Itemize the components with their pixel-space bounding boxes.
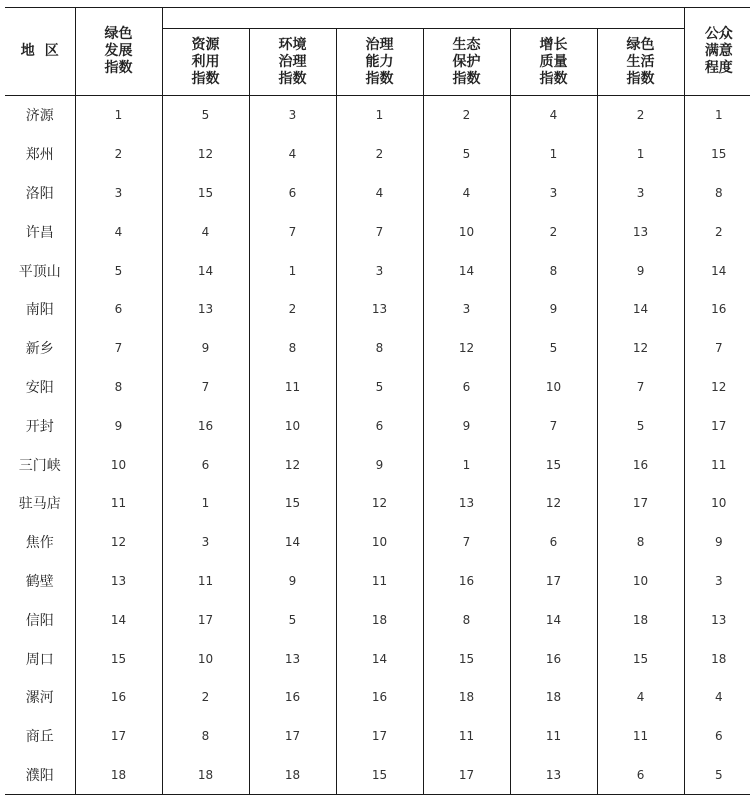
cell-region: 平顶山 bbox=[5, 251, 75, 290]
cell-growth-quality: 14 bbox=[510, 600, 597, 639]
cell-resource-utilization: 9 bbox=[162, 329, 249, 368]
cell-green-living: 14 bbox=[632, 302, 649, 317]
cell-green-living: 12 bbox=[632, 341, 649, 356]
cell-region: 商丘 bbox=[5, 717, 75, 756]
cell-region: 漯河 bbox=[5, 678, 75, 717]
cell-green-living: 18 bbox=[632, 612, 649, 627]
table-row bbox=[5, 290, 750, 329]
cell-ecological-protection: 15 bbox=[423, 639, 510, 678]
cell-green-living: 5 bbox=[636, 418, 645, 433]
header-group-spacer bbox=[162, 8, 684, 29]
cell-green-development-index: 17 bbox=[75, 717, 162, 756]
cell-governance-capacity: 17 bbox=[336, 717, 423, 756]
cell-environment-governance: 17 bbox=[249, 717, 336, 756]
cell-green-living: 7 bbox=[636, 379, 645, 394]
table-row bbox=[5, 756, 750, 795]
cell-public-satisfaction: 7 bbox=[684, 329, 750, 368]
cell-environment-governance: 6 bbox=[249, 174, 336, 213]
header-region: 地区 bbox=[5, 8, 75, 96]
cell-growth-quality: 12 bbox=[510, 484, 597, 523]
cell-green-development-index: 7 bbox=[75, 329, 162, 368]
cell-resource-utilization: 8 bbox=[162, 717, 249, 756]
cell-green-development-index: 4 bbox=[75, 212, 162, 251]
cell-green-development-index: 11 bbox=[75, 484, 162, 523]
table-row bbox=[5, 562, 750, 601]
cell-green-living: 1 bbox=[636, 147, 645, 162]
cell-green-development-index: 13 bbox=[75, 562, 162, 601]
cell-resource-utilization: 12 bbox=[162, 135, 249, 174]
cell-governance-capacity: 15 bbox=[336, 756, 423, 795]
cell-ecological-protection: 12 bbox=[423, 329, 510, 368]
cell-region: 安阳 bbox=[5, 368, 75, 407]
cell-resource-utilization: 4 bbox=[162, 212, 249, 251]
header-resource-utilization: 资源 利用 指数 bbox=[162, 29, 249, 96]
cell-environment-governance: 18 bbox=[249, 756, 336, 795]
cell-public-satisfaction: 3 bbox=[684, 562, 750, 601]
table-row bbox=[5, 135, 750, 174]
cell-ecological-protection: 6 bbox=[423, 368, 510, 407]
cell-green-development-index: 14 bbox=[75, 600, 162, 639]
cell-growth-quality: 7 bbox=[510, 406, 597, 445]
table-row bbox=[5, 406, 750, 445]
cell-green-development-index: 10 bbox=[75, 445, 162, 484]
cell-governance-capacity: 14 bbox=[336, 639, 423, 678]
cell-ecological-protection: 18 bbox=[423, 678, 510, 717]
cell-green-living: 8 bbox=[636, 535, 645, 550]
table-row bbox=[5, 717, 750, 756]
cell-growth-quality: 10 bbox=[510, 368, 597, 407]
table-row bbox=[5, 96, 750, 135]
cell-public-satisfaction: 15 bbox=[684, 135, 750, 174]
cell-public-satisfaction: 10 bbox=[684, 484, 750, 523]
cell-environment-governance: 4 bbox=[249, 135, 336, 174]
header-governance-capacity: 治理 能力 指数 bbox=[336, 29, 423, 96]
cell-environment-governance: 2 bbox=[249, 290, 336, 329]
cell-green-development-index: 12 bbox=[75, 523, 162, 562]
cell-public-satisfaction: 4 bbox=[684, 678, 750, 717]
table-row bbox=[5, 445, 750, 484]
cell-region: 济源 bbox=[5, 96, 75, 135]
cell-green-living: 10 bbox=[632, 573, 649, 588]
cell-resource-utilization: 11 bbox=[162, 562, 249, 601]
cell-public-satisfaction: 11 bbox=[684, 445, 750, 484]
cell-governance-capacity: 1 bbox=[336, 96, 423, 135]
cell-environment-governance: 7 bbox=[249, 212, 336, 251]
cell-region: 焦作 bbox=[5, 523, 75, 562]
cell-green-living: 16 bbox=[632, 457, 649, 472]
cell-public-satisfaction: 8 bbox=[684, 174, 750, 213]
cell-public-satisfaction: 6 bbox=[684, 717, 750, 756]
cell-ecological-protection: 7 bbox=[423, 523, 510, 562]
cell-green-living: 3 bbox=[636, 185, 645, 200]
cell-ecological-protection: 8 bbox=[423, 600, 510, 639]
cell-region: 新乡 bbox=[5, 329, 75, 368]
cell-ecological-protection: 14 bbox=[423, 251, 510, 290]
cell-green-development-index: 6 bbox=[75, 290, 162, 329]
cell-green-living: 2 bbox=[636, 108, 645, 123]
cell-green-living: 4 bbox=[636, 690, 645, 705]
cell-green-living: 13 bbox=[632, 224, 649, 239]
header-environment-governance: 环境 治理 指数 bbox=[249, 29, 336, 96]
table-row bbox=[5, 678, 750, 717]
cell-governance-capacity: 18 bbox=[336, 600, 423, 639]
header-ecological-protection: 生态 保护 指数 bbox=[423, 29, 510, 96]
table-row bbox=[5, 174, 750, 213]
cell-green-living: 17 bbox=[632, 496, 649, 511]
cell-ecological-protection: 16 bbox=[423, 562, 510, 601]
cell-governance-capacity: 10 bbox=[336, 523, 423, 562]
cell-region: 开封 bbox=[5, 406, 75, 445]
cell-environment-governance: 15 bbox=[249, 484, 336, 523]
cell-green-development-index: 15 bbox=[75, 639, 162, 678]
cell-governance-capacity: 4 bbox=[336, 174, 423, 213]
cell-public-satisfaction: 16 bbox=[684, 290, 750, 329]
cell-region: 信阳 bbox=[5, 600, 75, 639]
cell-region: 南阳 bbox=[5, 290, 75, 329]
cell-resource-utilization: 17 bbox=[162, 600, 249, 639]
cell-growth-quality: 8 bbox=[510, 251, 597, 290]
cell-resource-utilization: 18 bbox=[162, 756, 249, 795]
cell-ecological-protection: 11 bbox=[423, 717, 510, 756]
cell-ecological-protection: 3 bbox=[423, 290, 510, 329]
cell-public-satisfaction: 1 bbox=[684, 96, 750, 135]
cell-region: 驻马店 bbox=[5, 484, 75, 523]
cell-ecological-protection: 5 bbox=[423, 135, 510, 174]
cell-ecological-protection: 17 bbox=[423, 756, 510, 795]
cell-governance-capacity: 6 bbox=[336, 406, 423, 445]
ranking-table bbox=[5, 7, 750, 795]
table-row bbox=[5, 212, 750, 251]
cell-governance-capacity: 16 bbox=[336, 678, 423, 717]
cell-environment-governance: 12 bbox=[249, 445, 336, 484]
cell-governance-capacity: 9 bbox=[336, 445, 423, 484]
cell-governance-capacity: 3 bbox=[336, 251, 423, 290]
cell-growth-quality: 15 bbox=[510, 445, 597, 484]
table-row bbox=[5, 639, 750, 678]
header-growth-quality: 增长 质量 指数 bbox=[510, 29, 597, 96]
cell-green-living: 11 bbox=[632, 729, 649, 744]
cell-resource-utilization: 5 bbox=[162, 96, 249, 135]
cell-governance-capacity: 11 bbox=[336, 562, 423, 601]
cell-resource-utilization: 16 bbox=[162, 406, 249, 445]
table-row bbox=[5, 329, 750, 368]
cell-environment-governance: 14 bbox=[249, 523, 336, 562]
header-green-living: 绿色 生活 指数 bbox=[597, 29, 684, 96]
cell-ecological-protection: 1 bbox=[423, 445, 510, 484]
cell-environment-governance: 11 bbox=[249, 368, 336, 407]
cell-resource-utilization: 2 bbox=[162, 678, 249, 717]
cell-environment-governance: 3 bbox=[249, 96, 336, 135]
cell-resource-utilization: 13 bbox=[162, 290, 249, 329]
cell-environment-governance: 5 bbox=[249, 600, 336, 639]
table-row bbox=[5, 523, 750, 562]
cell-growth-quality: 1 bbox=[510, 135, 597, 174]
table-row bbox=[5, 251, 750, 290]
cell-environment-governance: 8 bbox=[249, 329, 336, 368]
cell-governance-capacity: 5 bbox=[336, 368, 423, 407]
cell-resource-utilization: 15 bbox=[162, 174, 249, 213]
cell-growth-quality: 16 bbox=[510, 639, 597, 678]
cell-resource-utilization: 10 bbox=[162, 639, 249, 678]
cell-green-development-index: 2 bbox=[75, 135, 162, 174]
cell-governance-capacity: 12 bbox=[336, 484, 423, 523]
cell-green-living: 15 bbox=[632, 651, 649, 666]
cell-resource-utilization: 3 bbox=[162, 523, 249, 562]
cell-ecological-protection: 2 bbox=[423, 96, 510, 135]
cell-resource-utilization: 7 bbox=[162, 368, 249, 407]
cell-green-development-index: 18 bbox=[75, 756, 162, 795]
cell-resource-utilization: 6 bbox=[162, 445, 249, 484]
cell-public-satisfaction: 13 bbox=[684, 600, 750, 639]
cell-region: 郑州 bbox=[5, 135, 75, 174]
cell-ecological-protection: 13 bbox=[423, 484, 510, 523]
cell-governance-capacity: 13 bbox=[336, 290, 423, 329]
cell-environment-governance: 10 bbox=[249, 406, 336, 445]
cell-growth-quality: 17 bbox=[510, 562, 597, 601]
cell-region: 濮阳 bbox=[5, 756, 75, 795]
table-row bbox=[5, 600, 750, 639]
cell-growth-quality: 2 bbox=[510, 212, 597, 251]
cell-ecological-protection: 10 bbox=[423, 212, 510, 251]
cell-public-satisfaction: 18 bbox=[684, 639, 750, 678]
header-public-satisfaction: 公众 满意 程度 bbox=[684, 8, 750, 96]
cell-growth-quality: 18 bbox=[510, 678, 597, 717]
cell-public-satisfaction: 14 bbox=[684, 251, 750, 290]
cell-green-development-index: 1 bbox=[75, 96, 162, 135]
cell-resource-utilization: 1 bbox=[162, 484, 249, 523]
cell-green-living: 6 bbox=[636, 767, 645, 782]
cell-environment-governance: 16 bbox=[249, 678, 336, 717]
cell-growth-quality: 11 bbox=[510, 717, 597, 756]
cell-environment-governance: 9 bbox=[249, 562, 336, 601]
cell-environment-governance: 13 bbox=[249, 639, 336, 678]
cell-growth-quality: 4 bbox=[510, 96, 597, 135]
cell-public-satisfaction: 17 bbox=[684, 406, 750, 445]
cell-environment-governance: 1 bbox=[249, 251, 336, 290]
cell-resource-utilization: 14 bbox=[162, 251, 249, 290]
cell-growth-quality: 6 bbox=[510, 523, 597, 562]
table-row bbox=[5, 368, 750, 407]
cell-ecological-protection: 9 bbox=[423, 406, 510, 445]
cell-governance-capacity: 7 bbox=[336, 212, 423, 251]
cell-green-development-index: 9 bbox=[75, 406, 162, 445]
cell-region: 鹤壁 bbox=[5, 562, 75, 601]
cell-public-satisfaction: 9 bbox=[684, 523, 750, 562]
cell-region: 洛阳 bbox=[5, 174, 75, 213]
cell-green-development-index: 3 bbox=[75, 174, 162, 213]
cell-growth-quality: 9 bbox=[510, 290, 597, 329]
cell-public-satisfaction: 2 bbox=[684, 212, 750, 251]
cell-region: 三门峡 bbox=[5, 445, 75, 484]
cell-growth-quality: 5 bbox=[510, 329, 597, 368]
cell-green-development-index: 16 bbox=[75, 678, 162, 717]
cell-public-satisfaction: 12 bbox=[684, 368, 750, 407]
cell-green-living: 9 bbox=[636, 263, 645, 278]
cell-governance-capacity: 8 bbox=[336, 329, 423, 368]
header-green-development-index: 绿色 发展 指数 bbox=[75, 8, 162, 96]
cell-region: 许昌 bbox=[5, 212, 75, 251]
table-row bbox=[5, 484, 750, 523]
cell-green-development-index: 8 bbox=[75, 368, 162, 407]
cell-growth-quality: 13 bbox=[510, 756, 597, 795]
table-header bbox=[5, 8, 750, 96]
cell-region: 周口 bbox=[5, 639, 75, 678]
cell-public-satisfaction: 5 bbox=[684, 756, 750, 795]
cell-ecological-protection: 4 bbox=[423, 174, 510, 213]
cell-green-development-index: 5 bbox=[75, 251, 162, 290]
cell-governance-capacity: 2 bbox=[336, 135, 423, 174]
cell-growth-quality: 3 bbox=[510, 174, 597, 213]
table-body bbox=[5, 96, 750, 795]
